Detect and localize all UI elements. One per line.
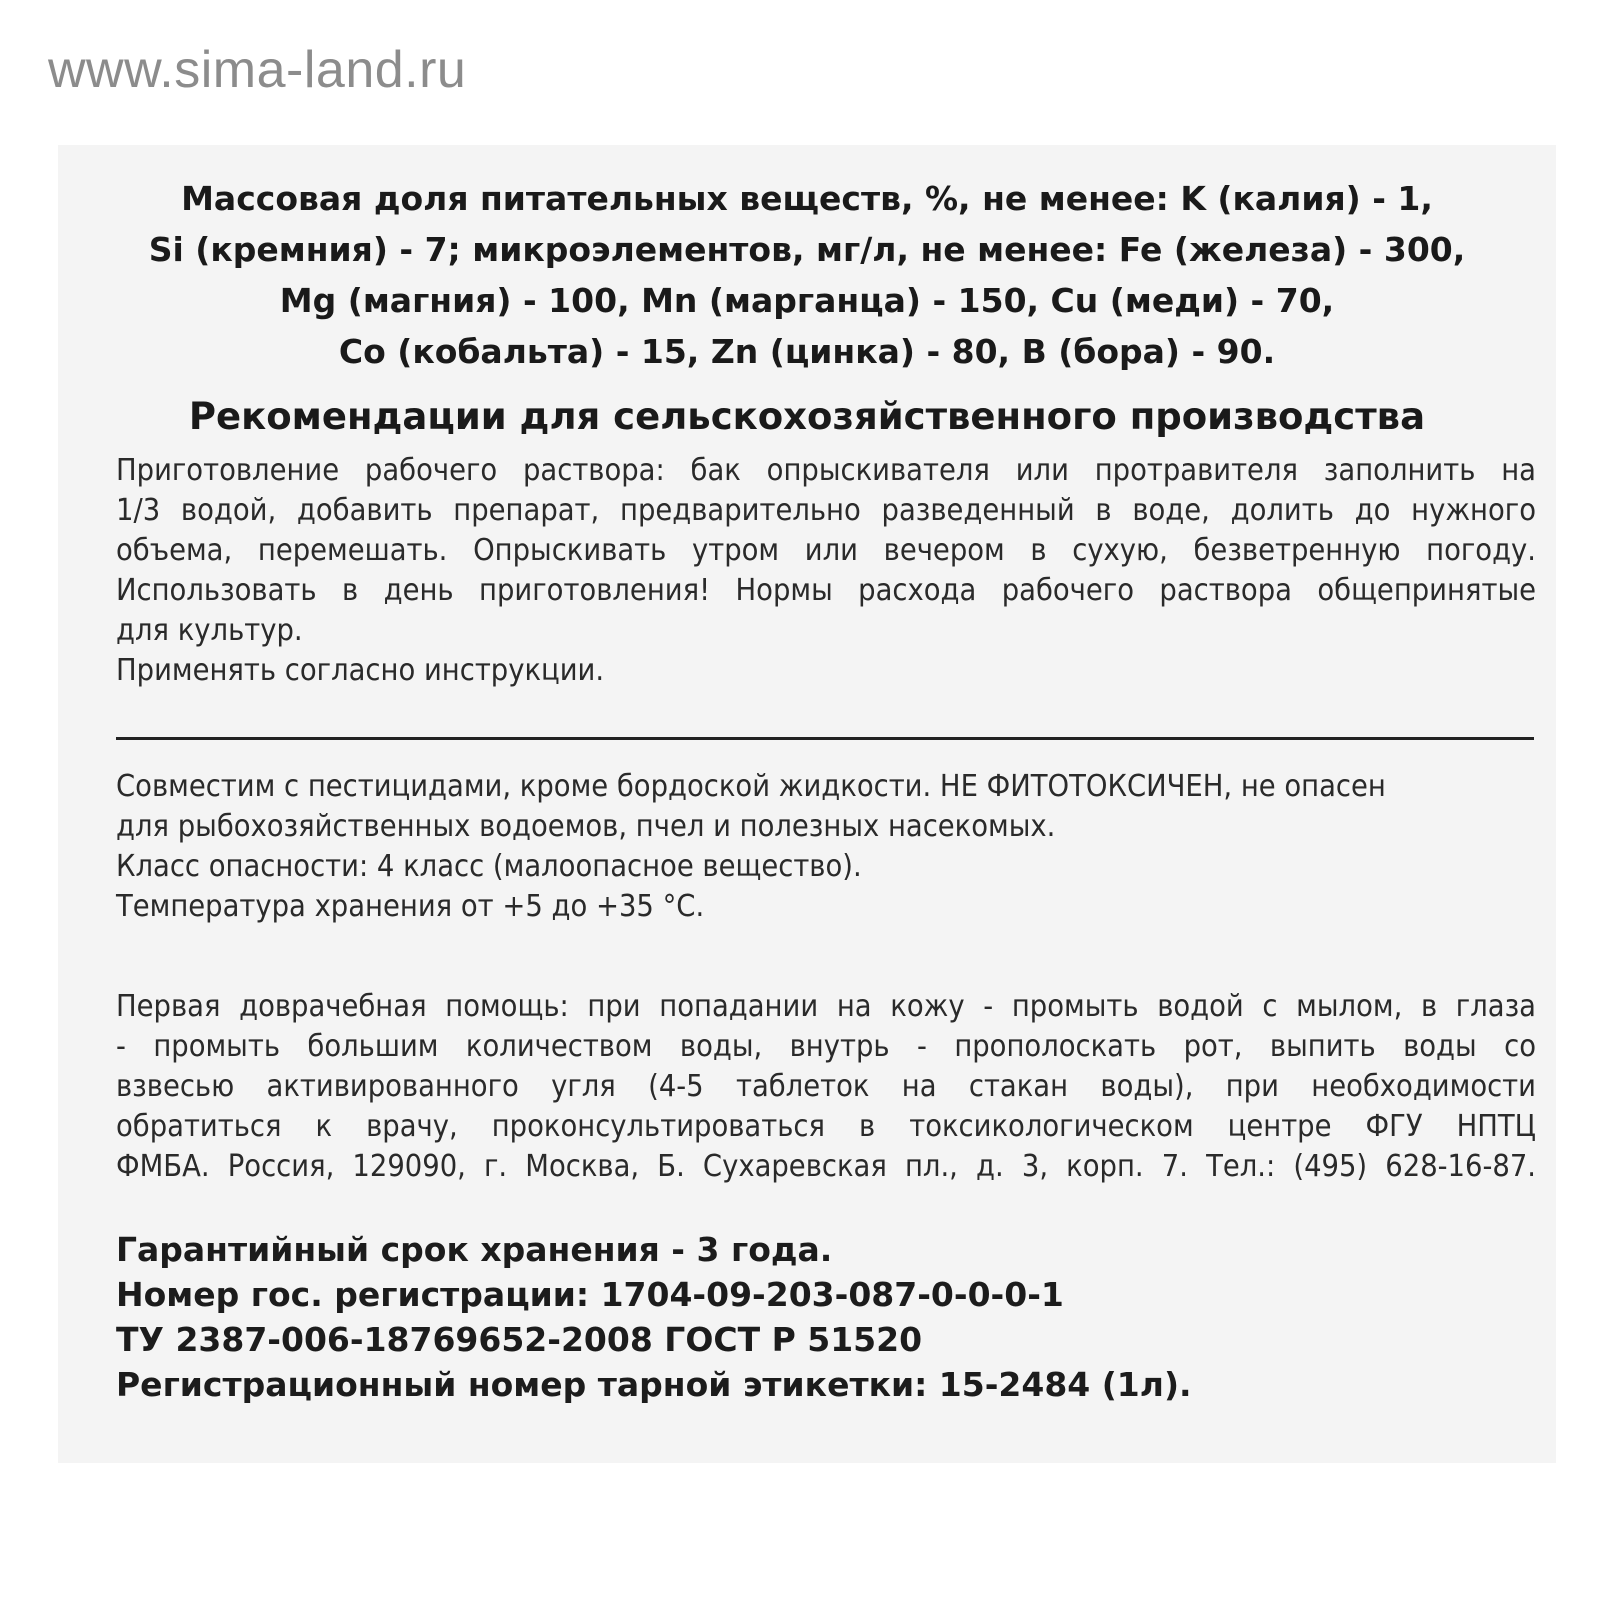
text-line: Использовать в день приготовления! Нормы расхода рабочего раствора общепринятые <box>116 573 1536 608</box>
text-line: для рыбохозяйственных водоемов, пчел и полезных насекомых. <box>116 809 1056 844</box>
first-aid-text <box>116 987 1536 1187</box>
nutrient-line: Mg (магния) - 100, Mn (марганца) - 150, Cu (меди) - 70, <box>279 281 1335 320</box>
text-line: объема, перемешать. Опрыскивать утром или вечером в сухую, безветренную погоду. <box>116 533 1536 568</box>
text-line: - промыть большим количеством воды, внутрь - прополоскать рот, выпить воды со <box>116 1029 1536 1064</box>
product-label <box>58 145 1556 1463</box>
nutrient-line: Массовая доля питательных веществ, %, не менее: K (калия) - 1, <box>181 179 1433 218</box>
section-divider <box>116 737 1534 740</box>
shelf-life: Гарантийный срок хранения - 3 года. <box>116 1230 833 1269</box>
nutrient-line: Si (кремния) - 7; микроэлементов, мг/л, не менее: Fe (железа) - 300, <box>148 230 1466 269</box>
watermark: www.sima-land.ru <box>48 41 467 99</box>
registration-number: Номер гос. регистрации: 1704-09-203-087-0-0-0-1 <box>116 1275 1064 1314</box>
text-line: Приготовление рабочего раствора: бак опрыскивателя или протравителя заполнить на <box>116 453 1536 488</box>
compatibility-text <box>116 767 1536 927</box>
registration-info <box>116 1227 1536 1407</box>
text-line: для культур. <box>116 613 303 648</box>
text-line: Класс опасности: 4 класс (малоопасное вещество). <box>116 849 862 884</box>
text-line: Первая доврачебная помощь: при попадании на кожу - промыть водой с мылом, в глаза <box>116 989 1536 1024</box>
nutrient-line: Co (кобальта) - 15, Zn (цинка) - 80, B (бора) - 90. <box>338 332 1276 371</box>
text-line: 1/3 водой, добавить препарат, предварительно разведенный в воде, долить до нужного <box>116 493 1536 528</box>
nutrient-content <box>58 173 1556 377</box>
text-line: обратиться к врачу, проконсультироваться в токсикологическом центре ФГУ НПТЦ <box>116 1109 1536 1144</box>
text-line: ФМБА. Россия, 129090, г. Москва, Б. Сухаревская пл., д. 3, корп. 7. Тел.: (495) 628-16-87. <box>116 1149 1536 1184</box>
recommendations-heading: Рекомендации для сельскохозяйственного производства <box>188 395 1426 438</box>
label-registration-number: Регистрационный номер тарной этикетки: 15-2484 (1л). <box>116 1365 1192 1404</box>
text-line: Совместим с пестицидами, кроме бордоской жидкости. НЕ ФИТОТОКСИЧЕН, не опасен <box>116 769 1386 804</box>
standard-code: ТУ 2387-006-18769652-2008 ГОСТ Р 51520 <box>116 1320 923 1359</box>
text-line: Температура хранения от +5 до +35 °С. <box>116 889 705 924</box>
text-line: взвесью активированного угля (4-5 таблеток на стакан воды), при необходимости <box>116 1069 1536 1104</box>
text-line: Применять согласно инструкции. <box>116 653 605 688</box>
recommendations-text <box>116 451 1536 691</box>
